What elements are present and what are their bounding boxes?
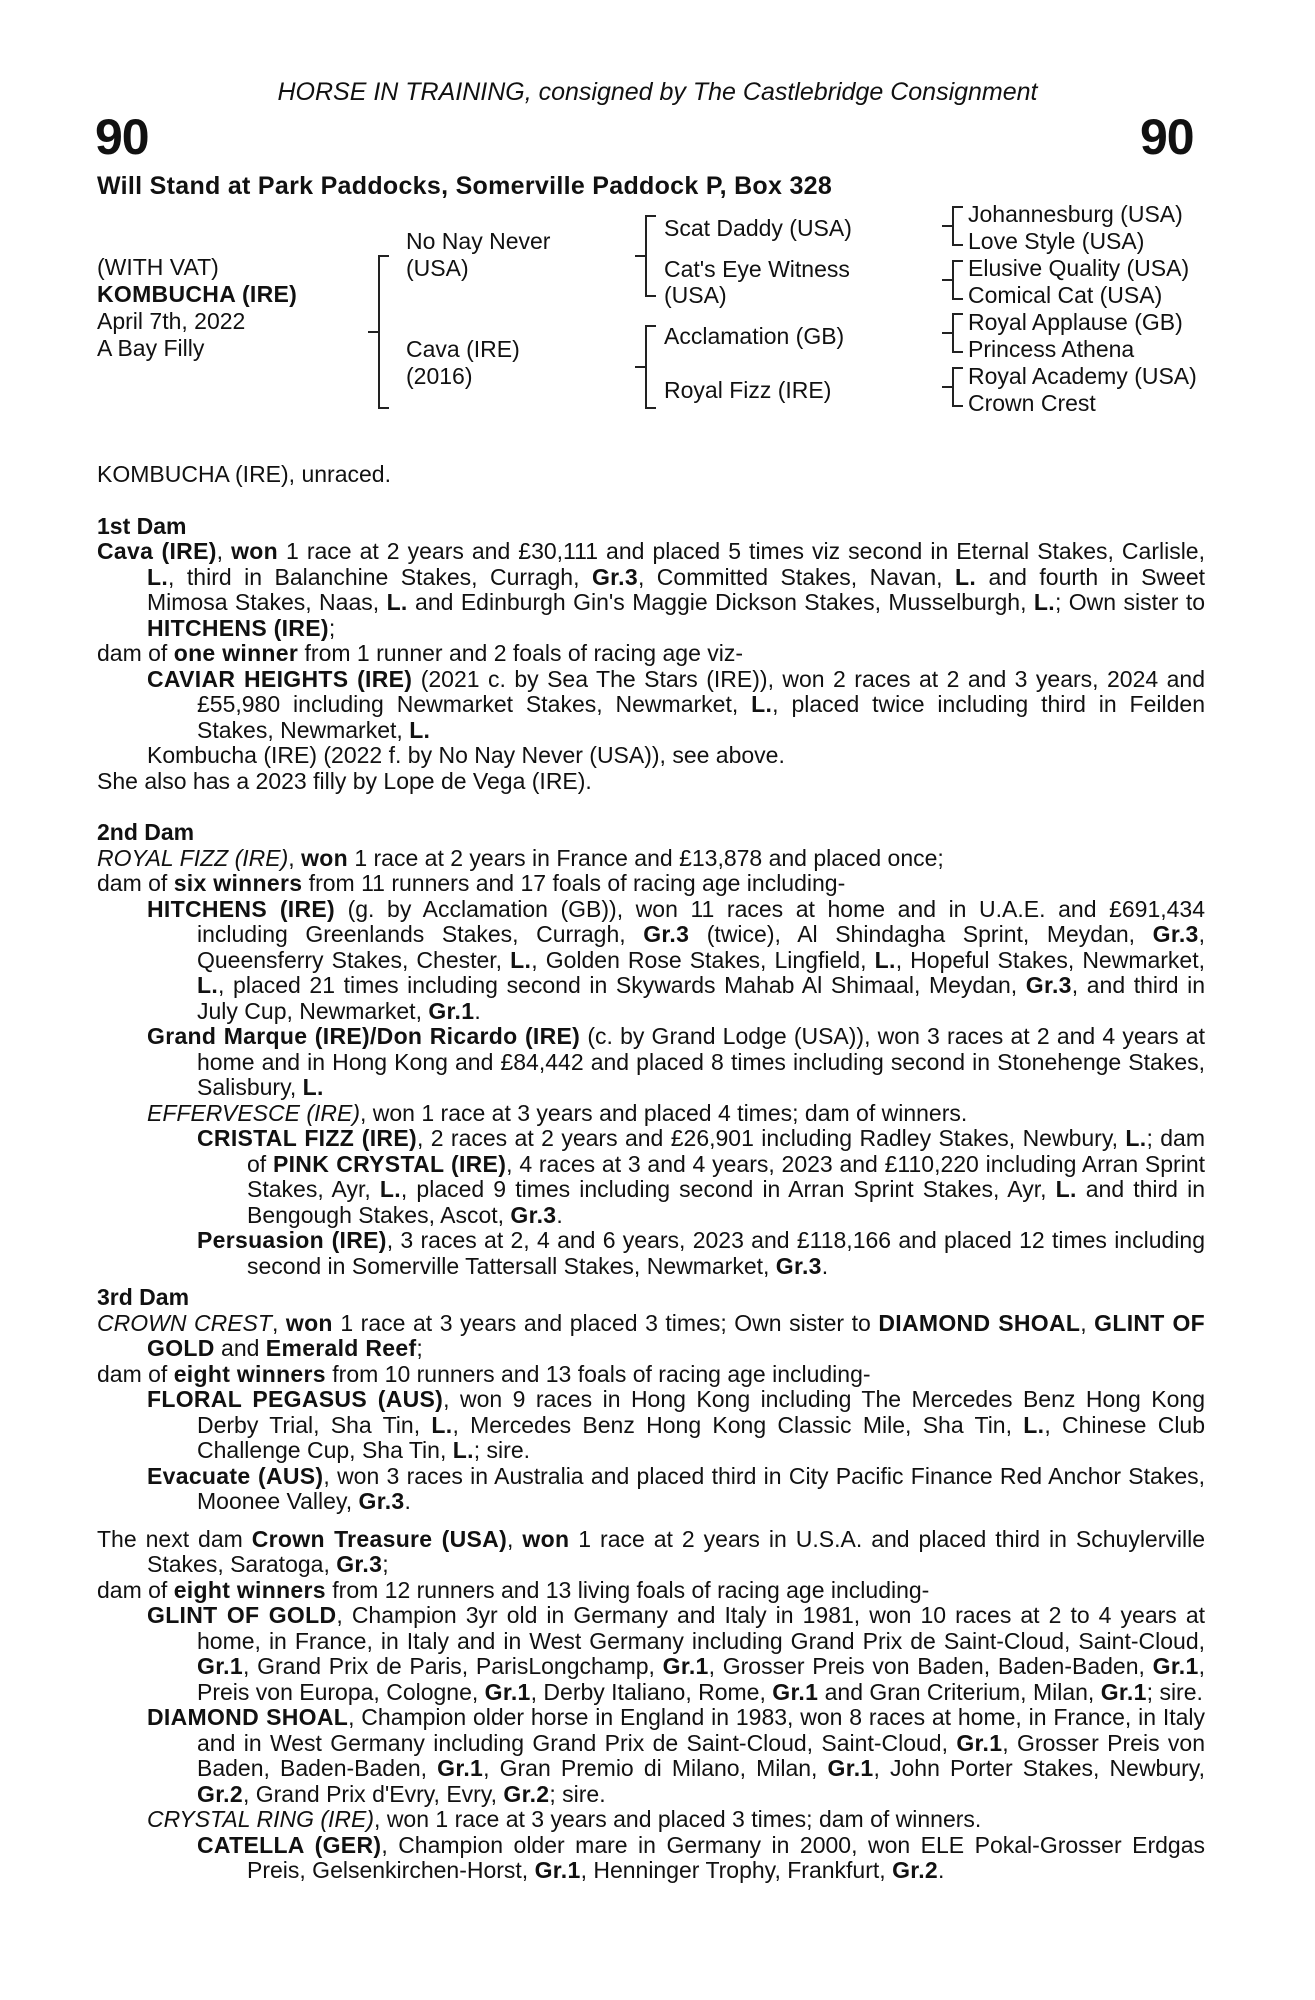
produce-summary: dam of eight winners from 12 runners and 13 living foals of racing age including- [97,1576,930,1603]
section-heading-3rd-dam: 3rd Dam [97,1284,190,1310]
second-dam-entry: ROYAL FIZZ (IRE), won 1 race at 2 years in France and £13,878 and placed once; [97,844,944,871]
sire-sire: Scat Daddy (USA) [664,215,852,241]
dam-line2: (2016) [406,363,473,389]
produce-entry: Evacuate (AUS), won 3 races in Australia and placed third in City Pacific Finance Red Anchor Stakes, Moonee Valley, Gr.3. [147,1462,1205,1514]
gen3-5: Royal Applause (GB) [968,309,1183,335]
dam-sire: Acclamation (GB) [664,323,845,349]
produce-entry: CATELLA (GER), Champion older mare in Germany in 2000, won ELE Pokal-Grosser Erdgas Preis, Gelsenkirchen-Horst, Gr.1, Henninger Trophy, Frankfurt, Gr.2. [197,1831,1205,1883]
pedigree-brace [952,367,963,407]
gen3-4: Comical Cat (USA) [968,282,1163,308]
section-heading-1st-dam: 1st Dam [97,512,187,539]
horse-description: A Bay Filly [97,335,205,361]
gen3-2: Love Style (USA) [968,228,1145,254]
gen3-6: Princess Athena [968,336,1135,362]
produce-entry: EFFERVESCE (IRE), won 1 race at 3 years and placed 4 times; dam of winners. [147,1099,968,1126]
sire-dam-line1: Cat's Eye Witness [664,256,850,282]
produce-note: She also has a 2023 filly by Lope de Vega (IRE). [97,767,592,794]
sire-line1: No Nay Never [406,228,551,254]
sire-line2: (USA) [406,255,469,281]
produce-entry: GLINT OF GOLD, Champion 3yr old in Germany and Italy in 1981, won 10 races at 2 to 4 years at home, in France, in Italy and in West Germany including Grand Prix de Saint-Cloud, Saint-Cloud, Gr.1, Grand Prix de Paris, ParisLongchamp, Gr.1, Grosser Preis von Baden, Baden-Baden, Gr.1, Preis von Europa, Cologne, Gr.1, Derby Italiano, Rome, Gr.1 and Gran Criterium, Milan, Gr.1; sire. [147,1602,1205,1705]
section-heading-2nd-dam: 2nd Dam [97,819,195,845]
unraced-note: KOMBUCHA (IRE), unraced. [97,461,391,487]
produce-entry: CRISTAL FIZZ (IRE), 2 races at 2 years and £26,901 including Radley Stakes, Newbury, L.; dam of PINK CRYSTAL (IRE), 4 races at 3 and 4 years, 2023 and £110,220 including Arran Sprint Stakes, Ayr, L., placed 9 times including second in Arran Sprint Stakes, Ayr, L. and third in Bengough Stakes, Ascot, Gr.3. [197,1125,1206,1228]
produce-entry: HITCHENS (IRE) (g. by Acclamation (GB)), won 11 races at home and in U.A.E. and £691,434 including Greenlands Stakes, Curragh, Gr.3 (twice), Al Shindagha Sprint, Meydan, Gr.3, Queensferry Stakes, Chester, L., Golden Rose Stakes, Lingfield, L., Hopeful Stakes, Newmarket, L., placed 21 times including second in Skywards Mahab Al Shimaal, Meydan, Gr.3, and third in July Cup, Newmarket, Gr.1. [147,895,1206,1024]
stand-location: Will Stand at Park Paddocks, Somerville Paddock P, Box 328 [97,172,833,200]
next-dam-entry: The next dam Crown Treasure (USA), won 1 race at 2 years in U.S.A. and placed third in Schuylerville Stakes, Saratoga, Gr.3; [97,1525,1205,1577]
produce-summary: dam of six winners from 11 runners and 17 foals of racing age including- [97,870,846,896]
dam-line1: Cava (IRE) [406,336,520,362]
dam-entry: Cava (IRE), won 1 race at 2 years and £30,111 and placed 5 times viz second in Eternal Stakes, Carlisle, L., third in Balanchine Stakes, Curragh, Gr.3, Committed Stakes, Navan, L. and fourth in Sweet Mimosa Stakes, Naas, L. and Edinburgh Gin's Maggie Dickson Stakes, Musselburgh, L.; Own sister to HITCHENS (IRE); [97,538,1206,641]
pedigree-brace [952,260,963,300]
dam-dam: Royal Fizz (IRE) [664,377,832,403]
produce-entry: Kombucha (IRE) (2022 f. by No Nay Never (USA)), see above. [147,742,785,768]
horse-name: KOMBUCHA (IRE) [97,281,298,307]
produce-entry: DIAMOND SHOAL, Champion older horse in England in 1983, won 8 races at home, in France, in Italy and in West Germany including Grand Prix de Saint-Cloud, Saint-Cloud, Gr.1, Grosser Preis von Baden, Baden-Baden, Gr.1, Gran Premio di Milano, Milan, Gr.1, John Porter Stakes, Newbury, Gr.2, Grand Prix d'Evry, Evry, Gr.2; sire. [147,1704,1206,1807]
vat-note: (WITH VAT) [97,254,219,280]
pedigree-brace [645,325,656,409]
pedigree-brace [952,206,963,246]
lot-number-left: 90 [95,109,149,165]
gen3-7: Royal Academy (USA) [968,363,1197,389]
produce-summary: dam of one winner from 1 runner and 2 foals of racing age viz- [97,640,744,666]
third-dam-entry: CROWN CREST, won 1 race at 3 years and placed 3 times; Own sister to DIAMOND SHOAL, GLINT OF GOLD and Emerald Reef; [97,1309,1206,1361]
pedigree-brace [952,313,963,353]
pedigree-brace [378,255,389,409]
horse-dob: April 7th, 2022 [97,308,246,334]
produce-summary: dam of eight winners from 10 runners and 13 foals of racing age including- [97,1360,871,1387]
lot-number-right: 90 [1140,109,1194,165]
gen3-1: Johannesburg (USA) [968,201,1183,227]
produce-entry: CRYSTAL RING (IRE), won 1 race at 3 years and placed 3 times; dam of winners. [147,1806,982,1832]
catalogue-body [97,462,1205,1884]
produce-entry: Grand Marque (IRE)/Don Ricardo (IRE) (c. by Grand Lodge (USA)), won 3 races at 2 and 4 years at home and in Hong Kong and £84,442 and placed 8 times including second in Stonehenge Stakes, Salisbury, L. [147,1023,1205,1100]
gen3-3: Elusive Quality (USA) [968,255,1190,281]
produce-entry: FLORAL PEGASUS (AUS), won 9 races in Hong Kong including The Mercedes Benz Hong Kong Derby Trial, Sha Tin, L., Mercedes Benz Hong Kong Classic Mile, Sha Tin, L., Chinese Club Challenge Cup, Sha Tin, L.; sire. [147,1386,1206,1463]
sire-dam-line2: (USA) [664,282,727,308]
produce-entry: CAVIAR HEIGHTS (IRE) (2021 c. by Sea The Stars (IRE)), won 2 races at 2 and 3 years, 2024 and £55,980 including Newmarket Stakes, Newmarket, L., placed twice including third in Feilden Stakes, Newmarket, L. [147,665,1205,743]
pedigree-brace [645,215,656,297]
produce-entry: Persuasion (IRE), 3 races at 2, 4 and 6 years, 2023 and £118,166 and placed 12 times including second in Somerville Tattersall Stakes, Newmarket, Gr.3. [197,1227,1205,1279]
consignment-line: HORSE IN TRAINING, consigned by The Castlebridge Consignment [277,78,1038,106]
gen3-8: Crown Crest [968,390,1096,416]
